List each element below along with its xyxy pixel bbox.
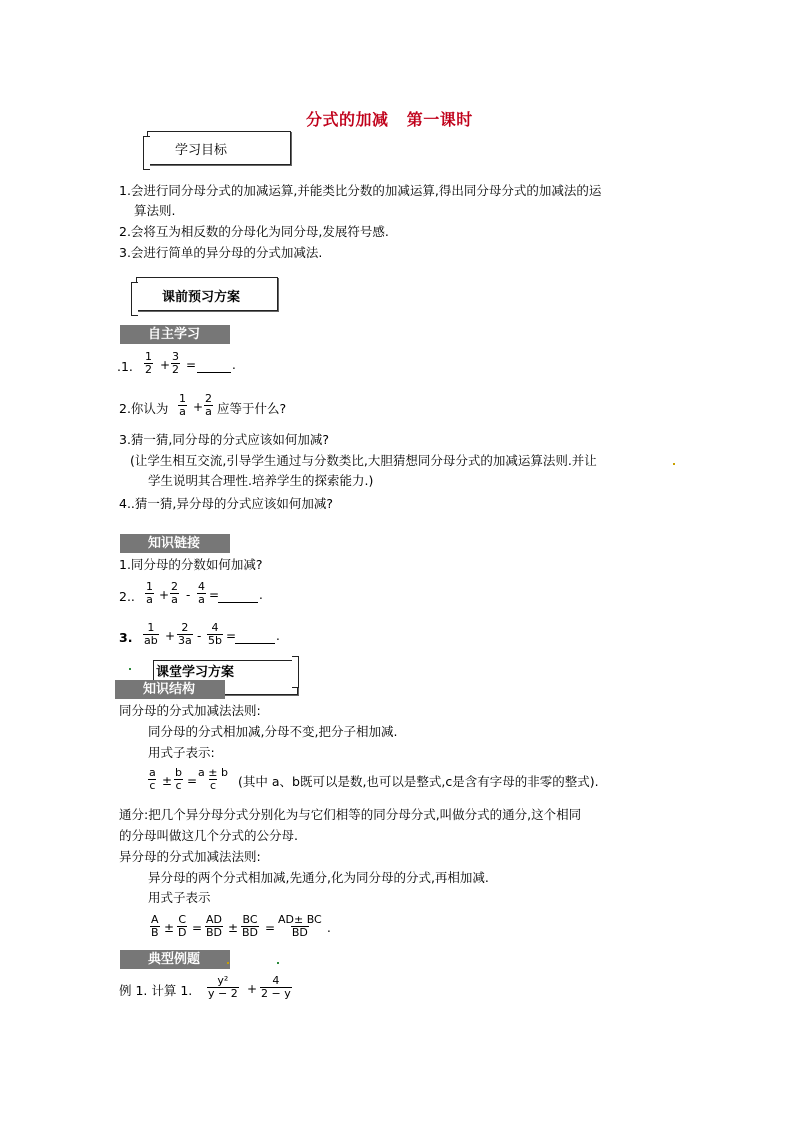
marker-dot [227, 962, 229, 964]
tongfen-def-2: 的分母叫做这几个分式的公分母. [119, 828, 298, 843]
plus-minus-sign: ± [228, 921, 239, 935]
objective-2: 2.会将互为相反数的分母化为同分母,发展符号感. [119, 224, 389, 239]
rule2-expr-label: 用式子表示 [148, 890, 211, 905]
fraction: $\frac{a}{c}$ [149, 766, 156, 792]
section-label-classroom: 课堂学习方案 [156, 665, 235, 680]
q3-note-2: 学生说明其合理性.培养学生的探索能力.) [148, 473, 374, 488]
answer-blank [218, 602, 258, 603]
period: . [232, 358, 236, 372]
period: . [327, 921, 331, 935]
bar-self-study: 自主学习 [120, 325, 230, 344]
period: . [259, 588, 263, 602]
plus-sign: + [159, 588, 170, 602]
fraction: $\frac{1}{ab}$ [144, 621, 158, 647]
bar-typical-examples: 典型例题 [120, 950, 230, 969]
fraction: $\frac{C}{D}$ [178, 913, 187, 939]
q2-suffix: 应等于什么? [217, 401, 287, 416]
section-label-preview: 课前预习方案 [162, 290, 241, 305]
fraction: $\frac{AD\pm BC}{BD}$ [278, 913, 322, 939]
fraction: $\frac{1}{a}$ [179, 392, 186, 418]
fraction: $\frac{\text{y²}}{y - 2}$ [208, 974, 238, 1000]
answer-blank [235, 643, 275, 644]
marker-dot [277, 962, 279, 964]
minus-sign: - [186, 588, 191, 602]
equals-sign: = [187, 774, 198, 788]
fraction: $\frac{1}{a}$ [146, 580, 153, 606]
q2-prefix: 2.你认为 [119, 401, 169, 416]
page-title: 分式的加减 第一课时 [306, 110, 473, 129]
section-label-objectives: 学习目标 [175, 143, 228, 158]
plus-sign: + [160, 358, 171, 372]
bar-knowledge-structure: 知识结构 [115, 680, 225, 699]
equals-sign: = [209, 588, 220, 602]
scroll-curl [292, 656, 299, 688]
period: . [276, 629, 280, 643]
fraction: $\frac{BC}{BD}$ [242, 913, 259, 939]
link-q1: 1.同分母的分数如何加减? [119, 557, 263, 572]
link-q3-prefix: 3. [119, 630, 133, 645]
scroll-curl [131, 282, 138, 316]
objective-1: 1.会进行同分母分式的加减运算,并能类比分数的加减运算,得出同分母分式的加减法的运 [119, 183, 602, 198]
bar-knowledge-link: 知识链接 [120, 534, 230, 553]
fraction: $\frac{4}{2 - y}$ [261, 974, 291, 1000]
rule1-note: (其中 a、b既可以是数,也可以是整式,c是含有字母的非零的整式). [238, 774, 599, 789]
equals-sign: = [186, 358, 197, 372]
q3: 3.猜一猜,同分母的分式应该如何加减? [119, 432, 330, 447]
marker-dot [673, 463, 675, 465]
example-1-prefix: 例 1. 计算 1. [119, 983, 193, 998]
rule1-body: 同分母的分式相加减,分母不变,把分子相加减. [148, 724, 398, 739]
objective-1-cont: 算法则. [134, 203, 176, 218]
equals-sign: = [226, 629, 237, 643]
fraction: $\frac{a \pm b}{c}$ [198, 766, 228, 792]
rule1-expr-label: 用式子表示: [148, 745, 215, 760]
fraction: $\frac{4}{5b}$ [208, 621, 222, 647]
plus-sign: + [165, 629, 176, 643]
plus-sign: + [247, 982, 258, 996]
fraction: $\frac{A}{B}$ [151, 913, 159, 939]
objective-3: 3.会进行简单的异分母的分式加减法. [119, 245, 323, 260]
equals-sign: = [192, 921, 203, 935]
answer-blank [197, 372, 231, 373]
equals-sign: = [265, 921, 276, 935]
fraction: $\frac{AD}{BD}$ [206, 913, 223, 939]
fraction: $\frac{1}{2}$ [145, 350, 152, 376]
fraction: $\frac{2}{3a}$ [178, 621, 192, 647]
fraction: $\frac{4}{a}$ [198, 580, 205, 606]
rule2-body: 异分母的两个分式相加减,先通分,化为同分母的分式,再相加减. [148, 870, 489, 885]
scroll-curl [143, 136, 150, 170]
link-q2-prefix: 2.. [119, 589, 135, 604]
fraction: $\frac{3}{2}$ [172, 350, 179, 376]
plus-sign: + [193, 400, 204, 414]
rule1-title: 同分母的分式加减法法则: [119, 703, 261, 718]
fraction: $\frac{2}{a}$ [171, 580, 178, 606]
plus-minus-sign: ± [164, 921, 175, 935]
fraction: $\frac{2}{a}$ [205, 392, 212, 418]
plus-minus-sign: ± [162, 774, 173, 788]
tongfen-def-1: 通分:把几个异分母分式分别化为与它们相等的同分母分式,叫做分式的通分,这个相同 [119, 807, 582, 822]
q4: 4..猜一猜,异分母的分式应该如何加减? [119, 496, 334, 511]
fraction: $\frac{b}{c}$ [175, 766, 182, 792]
q3-note-1: (让学生相互交流,引导学生通过与分数类比,大胆猜想同分母分式的加减运算法则.并让 [130, 453, 597, 468]
minus-sign: - [197, 629, 202, 643]
rule2-title: 异分母的分式加减法法则: [119, 849, 261, 864]
marker-dot [129, 668, 131, 670]
q1-prefix: .1. [117, 359, 133, 374]
